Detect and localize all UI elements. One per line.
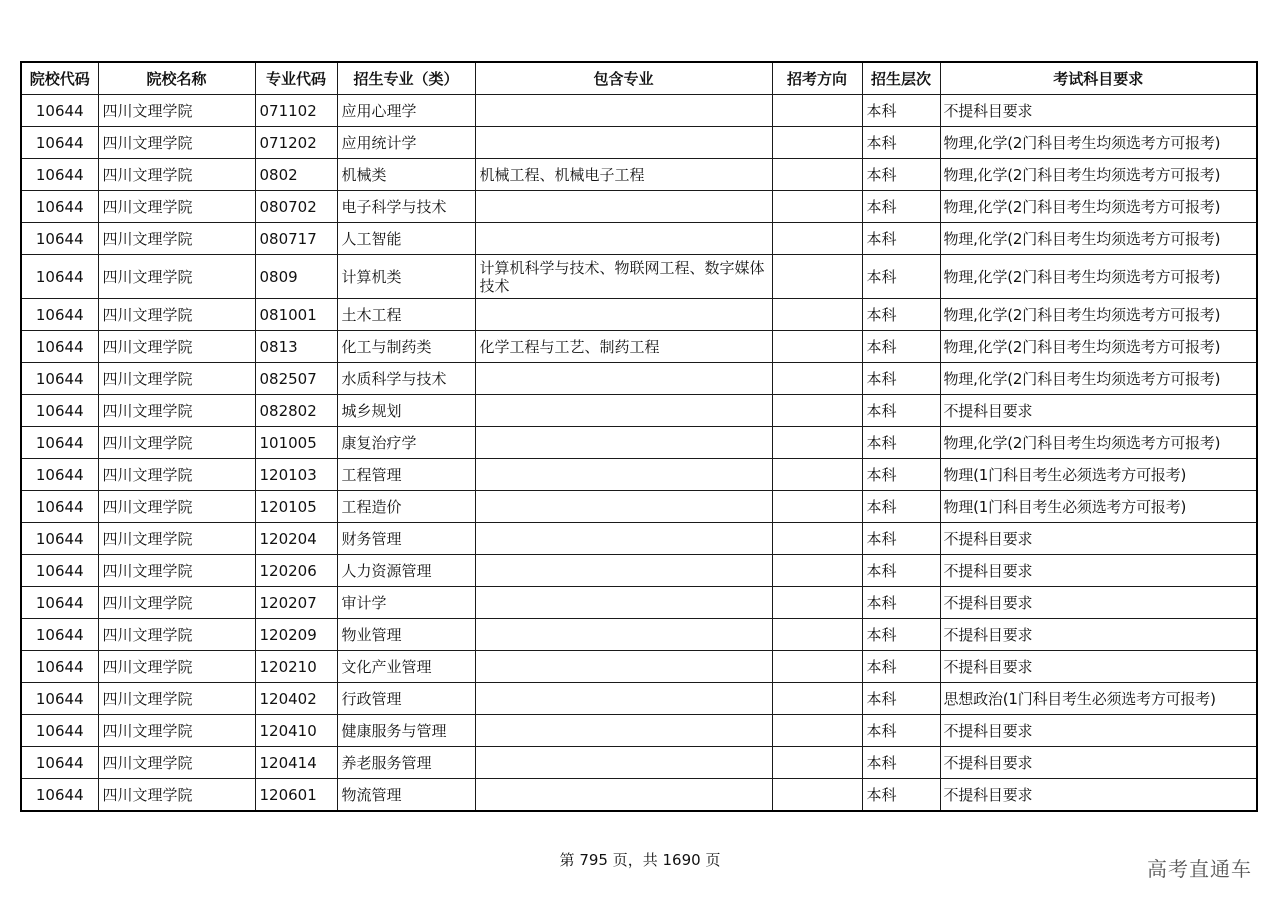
cell-major: 机械类 xyxy=(337,159,475,191)
cell-school-name: 四川文理学院 xyxy=(98,127,255,159)
cell-requirement: 物理,化学(2门科目考生均须选考方可报考) xyxy=(940,159,1257,191)
cell-major-code: 101005 xyxy=(255,427,337,459)
cell-requirement: 思想政治(1门科目考生必须选考方可报考) xyxy=(940,683,1257,715)
cell-direction xyxy=(772,299,862,331)
cell-requirement: 物理,化学(2门科目考生均须选考方可报考) xyxy=(940,427,1257,459)
cell-major: 人工智能 xyxy=(337,223,475,255)
cell-major: 应用统计学 xyxy=(337,127,475,159)
table-row xyxy=(21,255,1257,299)
page-number: 795 xyxy=(579,851,608,869)
cell-major: 应用心理学 xyxy=(337,95,475,127)
cell-includes xyxy=(475,191,772,223)
cell-major: 工程造价 xyxy=(337,491,475,523)
cell-school-code: 10644 xyxy=(21,587,98,619)
cell-major: 文化产业管理 xyxy=(337,651,475,683)
cell-school-name: 四川文理学院 xyxy=(98,255,255,299)
cell-requirement: 物理,化学(2门科目考生均须选考方可报考) xyxy=(940,223,1257,255)
cell-direction xyxy=(772,523,862,555)
table-header-row xyxy=(21,62,1257,95)
table-row xyxy=(21,363,1257,395)
cell-includes xyxy=(475,747,772,779)
cell-major: 审计学 xyxy=(337,587,475,619)
cell-direction xyxy=(772,555,862,587)
cell-includes xyxy=(475,651,772,683)
table-row xyxy=(21,223,1257,255)
cell-requirement: 不提科目要求 xyxy=(940,95,1257,127)
cell-major: 水质科学与技术 xyxy=(337,363,475,395)
header-major-code: 专业代码 xyxy=(255,62,337,95)
cell-major-code: 120103 xyxy=(255,459,337,491)
table-body xyxy=(21,95,1257,812)
cell-major: 工程管理 xyxy=(337,459,475,491)
cell-requirement: 物理,化学(2门科目考生均须选考方可报考) xyxy=(940,363,1257,395)
cell-includes xyxy=(475,299,772,331)
cell-major: 城乡规划 xyxy=(337,395,475,427)
cell-school-name: 四川文理学院 xyxy=(98,363,255,395)
cell-level: 本科 xyxy=(862,715,940,747)
cell-direction xyxy=(772,715,862,747)
cell-school-name: 四川文理学院 xyxy=(98,223,255,255)
cell-major-code: 082802 xyxy=(255,395,337,427)
table-row xyxy=(21,715,1257,747)
watermark: 高考直通车 xyxy=(1147,857,1252,881)
table-row xyxy=(21,587,1257,619)
cell-level: 本科 xyxy=(862,523,940,555)
cell-includes: 化学工程与工艺、制药工程 xyxy=(475,331,772,363)
table-row xyxy=(21,95,1257,127)
cell-school-code: 10644 xyxy=(21,491,98,523)
cell-includes xyxy=(475,683,772,715)
header-level: 招生层次 xyxy=(862,62,940,95)
cell-school-name: 四川文理学院 xyxy=(98,159,255,191)
cell-school-name: 四川文理学院 xyxy=(98,299,255,331)
cell-major-code: 082507 xyxy=(255,363,337,395)
header-direction: 招考方向 xyxy=(772,62,862,95)
cell-major: 康复治疗学 xyxy=(337,427,475,459)
cell-major-code: 081001 xyxy=(255,299,337,331)
footer-middle: 页，共 xyxy=(607,851,663,869)
cell-requirement: 物理,化学(2门科目考生均须选考方可报考) xyxy=(940,255,1257,299)
cell-major: 化工与制药类 xyxy=(337,331,475,363)
cell-direction xyxy=(772,491,862,523)
cell-school-code: 10644 xyxy=(21,299,98,331)
table-row xyxy=(21,127,1257,159)
cell-includes xyxy=(475,223,772,255)
cell-includes xyxy=(475,715,772,747)
cell-direction xyxy=(772,427,862,459)
table-row xyxy=(21,555,1257,587)
cell-major: 财务管理 xyxy=(337,523,475,555)
cell-direction xyxy=(772,651,862,683)
cell-direction xyxy=(772,255,862,299)
table-row xyxy=(21,619,1257,651)
cell-major-code: 071202 xyxy=(255,127,337,159)
cell-school-name: 四川文理学院 xyxy=(98,683,255,715)
cell-major: 电子科学与技术 xyxy=(337,191,475,223)
cell-level: 本科 xyxy=(862,191,940,223)
cell-requirement: 物理,化学(2门科目考生均须选考方可报考) xyxy=(940,127,1257,159)
cell-school-code: 10644 xyxy=(21,619,98,651)
cell-school-name: 四川文理学院 xyxy=(98,651,255,683)
cell-includes: 机械工程、机械电子工程 xyxy=(475,159,772,191)
cell-level: 本科 xyxy=(862,363,940,395)
cell-major: 计算机类 xyxy=(337,255,475,299)
table-row xyxy=(21,427,1257,459)
cell-direction xyxy=(772,779,862,812)
cell-school-name: 四川文理学院 xyxy=(98,619,255,651)
cell-school-name: 四川文理学院 xyxy=(98,95,255,127)
cell-school-code: 10644 xyxy=(21,363,98,395)
cell-direction xyxy=(772,223,862,255)
cell-direction xyxy=(772,331,862,363)
cell-includes xyxy=(475,95,772,127)
cell-school-name: 四川文理学院 xyxy=(98,491,255,523)
cell-school-name: 四川文理学院 xyxy=(98,191,255,223)
table-row xyxy=(21,191,1257,223)
cell-requirement: 物理,化学(2门科目考生均须选考方可报考) xyxy=(940,331,1257,363)
cell-major-code: 120210 xyxy=(255,651,337,683)
cell-major-code: 071102 xyxy=(255,95,337,127)
cell-level: 本科 xyxy=(862,299,940,331)
cell-requirement: 不提科目要求 xyxy=(940,523,1257,555)
cell-major-code: 120207 xyxy=(255,587,337,619)
cell-school-name: 四川文理学院 xyxy=(98,459,255,491)
cell-requirement: 物理(1门科目考生必须选考方可报考) xyxy=(940,459,1257,491)
table-row xyxy=(21,747,1257,779)
cell-major: 物业管理 xyxy=(337,619,475,651)
cell-includes: 计算机科学与技术、物联网工程、数字媒体技术 xyxy=(475,255,772,299)
cell-school-code: 10644 xyxy=(21,159,98,191)
header-major: 招生专业（类） xyxy=(337,62,475,95)
cell-includes xyxy=(475,395,772,427)
cell-includes xyxy=(475,619,772,651)
cell-includes xyxy=(475,127,772,159)
cell-school-code: 10644 xyxy=(21,683,98,715)
cell-major: 人力资源管理 xyxy=(337,555,475,587)
cell-major-code: 080702 xyxy=(255,191,337,223)
cell-school-code: 10644 xyxy=(21,747,98,779)
cell-major-code: 120414 xyxy=(255,747,337,779)
cell-school-name: 四川文理学院 xyxy=(98,395,255,427)
cell-school-code: 10644 xyxy=(21,459,98,491)
cell-direction xyxy=(772,683,862,715)
cell-major-code: 120209 xyxy=(255,619,337,651)
cell-level: 本科 xyxy=(862,587,940,619)
cell-requirement: 不提科目要求 xyxy=(940,779,1257,812)
cell-major-code: 120204 xyxy=(255,523,337,555)
cell-includes xyxy=(475,523,772,555)
cell-school-code: 10644 xyxy=(21,715,98,747)
cell-school-code: 10644 xyxy=(21,223,98,255)
cell-level: 本科 xyxy=(862,159,940,191)
cell-requirement: 不提科目要求 xyxy=(940,619,1257,651)
footer-prefix: 第 xyxy=(559,851,580,869)
cell-school-name: 四川文理学院 xyxy=(98,523,255,555)
cell-level: 本科 xyxy=(862,491,940,523)
cell-level: 本科 xyxy=(862,255,940,299)
header-requirement: 考试科目要求 xyxy=(940,62,1257,95)
cell-school-code: 10644 xyxy=(21,331,98,363)
page-footer xyxy=(0,849,1280,870)
cell-major-code: 120601 xyxy=(255,779,337,812)
cell-level: 本科 xyxy=(862,331,940,363)
table-row xyxy=(21,779,1257,812)
cell-major: 养老服务管理 xyxy=(337,747,475,779)
cell-major-code: 0809 xyxy=(255,255,337,299)
cell-school-name: 四川文理学院 xyxy=(98,747,255,779)
cell-level: 本科 xyxy=(862,427,940,459)
cell-level: 本科 xyxy=(862,395,940,427)
cell-major-code: 120410 xyxy=(255,715,337,747)
cell-school-code: 10644 xyxy=(21,127,98,159)
cell-requirement: 不提科目要求 xyxy=(940,651,1257,683)
cell-school-code: 10644 xyxy=(21,255,98,299)
table-row xyxy=(21,491,1257,523)
cell-school-name: 四川文理学院 xyxy=(98,715,255,747)
cell-level: 本科 xyxy=(862,683,940,715)
cell-school-code: 10644 xyxy=(21,395,98,427)
table-row xyxy=(21,459,1257,491)
cell-school-name: 四川文理学院 xyxy=(98,555,255,587)
table-row xyxy=(21,523,1257,555)
cell-includes xyxy=(475,555,772,587)
table-row xyxy=(21,159,1257,191)
cell-direction xyxy=(772,459,862,491)
table-row xyxy=(21,683,1257,715)
cell-direction xyxy=(772,191,862,223)
cell-school-code: 10644 xyxy=(21,651,98,683)
cell-includes xyxy=(475,363,772,395)
footer-suffix: 页 xyxy=(700,851,721,869)
cell-major-code: 0802 xyxy=(255,159,337,191)
cell-school-code: 10644 xyxy=(21,95,98,127)
header-school-code: 院校代码 xyxy=(21,62,98,95)
cell-school-code: 10644 xyxy=(21,523,98,555)
cell-includes xyxy=(475,491,772,523)
cell-school-code: 10644 xyxy=(21,555,98,587)
cell-level: 本科 xyxy=(862,555,940,587)
cell-direction xyxy=(772,587,862,619)
cell-includes xyxy=(475,459,772,491)
cell-major-code: 120105 xyxy=(255,491,337,523)
cell-requirement: 物理(1门科目考生必须选考方可报考) xyxy=(940,491,1257,523)
cell-level: 本科 xyxy=(862,651,940,683)
cell-requirement: 物理,化学(2门科目考生均须选考方可报考) xyxy=(940,299,1257,331)
cell-major: 物流管理 xyxy=(337,779,475,812)
cell-direction xyxy=(772,619,862,651)
cell-requirement: 不提科目要求 xyxy=(940,715,1257,747)
cell-requirement: 不提科目要求 xyxy=(940,587,1257,619)
admission-table xyxy=(20,61,1258,812)
cell-level: 本科 xyxy=(862,459,940,491)
cell-includes xyxy=(475,587,772,619)
cell-direction xyxy=(772,395,862,427)
cell-major-code: 120402 xyxy=(255,683,337,715)
cell-level: 本科 xyxy=(862,619,940,651)
cell-level: 本科 xyxy=(862,127,940,159)
cell-direction xyxy=(772,363,862,395)
cell-level: 本科 xyxy=(862,95,940,127)
cell-major: 土木工程 xyxy=(337,299,475,331)
cell-level: 本科 xyxy=(862,779,940,812)
cell-direction xyxy=(772,159,862,191)
cell-direction xyxy=(772,747,862,779)
cell-major: 健康服务与管理 xyxy=(337,715,475,747)
cell-school-code: 10644 xyxy=(21,191,98,223)
cell-includes xyxy=(475,427,772,459)
cell-school-name: 四川文理学院 xyxy=(98,427,255,459)
cell-requirement: 不提科目要求 xyxy=(940,555,1257,587)
header-includes: 包含专业 xyxy=(475,62,772,95)
cell-school-code: 10644 xyxy=(21,427,98,459)
table-row xyxy=(21,331,1257,363)
page-total: 1690 xyxy=(662,851,701,869)
cell-requirement: 不提科目要求 xyxy=(940,747,1257,779)
cell-level: 本科 xyxy=(862,223,940,255)
cell-includes xyxy=(475,779,772,812)
table-row xyxy=(21,651,1257,683)
cell-requirement: 物理,化学(2门科目考生均须选考方可报考) xyxy=(940,191,1257,223)
cell-school-name: 四川文理学院 xyxy=(98,331,255,363)
cell-major: 行政管理 xyxy=(337,683,475,715)
cell-school-name: 四川文理学院 xyxy=(98,779,255,812)
table-row xyxy=(21,299,1257,331)
cell-major-code: 080717 xyxy=(255,223,337,255)
cell-school-name: 四川文理学院 xyxy=(98,587,255,619)
header-school-name: 院校名称 xyxy=(98,62,255,95)
table-row xyxy=(21,395,1257,427)
cell-school-code: 10644 xyxy=(21,779,98,812)
cell-direction xyxy=(772,95,862,127)
cell-level: 本科 xyxy=(862,747,940,779)
cell-direction xyxy=(772,127,862,159)
cell-requirement: 不提科目要求 xyxy=(940,395,1257,427)
cell-major-code: 120206 xyxy=(255,555,337,587)
cell-major-code: 0813 xyxy=(255,331,337,363)
